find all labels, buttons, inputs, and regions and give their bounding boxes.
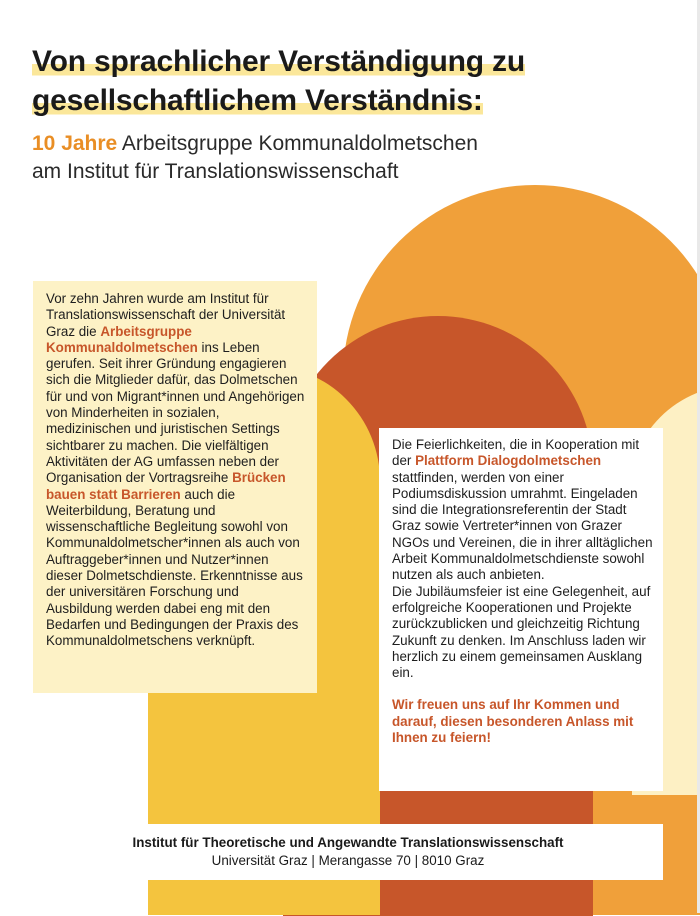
title-line-1: Von sprachlicher Verständigung zu: [32, 45, 525, 78]
event-text-rest: stattfinden, werden von einer Podiumsdiskussion umrahmt. Eingeladen sind die Integrationsreferentin der Stadt Graz sowie Vertreter*innen von Grazer NGOs und Vereinen, die in ihrer alltäglichen Arbeit Kommunaldolmetschdienste sowohl nutzen als auch anbieten.: [392, 469, 653, 583]
intro-text-middle: ins Leben gerufen. Seit ihrer Gründung engagieren sich die Mitglieder dafür, das Dolmetschen für und von Migrant*innen und Angehörigen von Minderheiten in sozialen, medizinischen und juristischen Settings sichtbarer zu machen. Die vielfältigen Aktivitäten der AG umfassen neben der Organisation der Vortragsreihe: [46, 339, 305, 486]
intro-text-box: [33, 281, 317, 693]
subtitle-anniversary: 10 Jahre: [32, 132, 118, 155]
subtitle-line-2: am Institut für Translationswissenschaft: [32, 160, 399, 183]
page-title: [32, 42, 525, 120]
event-text-box: [379, 428, 663, 791]
closing-invitation: Wir freuen uns auf Ihr Kommen und darauf, diesen besonderen Anlass mit Ihnen zu feiern!: [392, 697, 634, 746]
footer: [33, 824, 663, 880]
partner-platform-name: Plattform Dialogdolmetschen: [415, 453, 602, 469]
event-paragraph-2: Die Jubiläumsfeier ist eine Gelegenheit, auf erfolgreiche Kooperationen und Projekte zurückzublicken und gleichzeitig Richtung Zukunft zu denken. Im Anschluss laden wir herzlich zu einem gemeinsamen Ausklang ein.: [392, 583, 651, 681]
lecture-series-name: Brücken bauen statt Barrieren: [46, 470, 286, 502]
working-group-name: Arbeitsgruppe Kommunaldolmetschen: [46, 323, 198, 355]
subtitle: [32, 130, 478, 186]
title-line-2: gesellschaftlichem Verständnis:: [32, 84, 483, 117]
intro-paragraph: [46, 291, 307, 650]
institute-address: Universität Graz | Merangasse 70 | 8010 Graz: [211, 853, 485, 868]
event-text-start: Die Feierlichkeiten, die in Kooperation mit der: [392, 437, 640, 469]
intro-text-end: auch die Weiterbildung, Beratung und wissenschaftliche Begleitung sowohl von Kommunaldolmetscher*innen als auch von Auftraggeber*innen und Nutzer*innen dieser Dolmetschdienste. Erkenntnisse aus der universitären Forschung und Ausbildung werden dabei eng mit den Bedarfen und Bedingungen der Praxis des Kommunaldolmetschens verknüpft.: [46, 486, 303, 649]
subtitle-line-1: Arbeitsgruppe Kommunaldolmetschen: [117, 132, 478, 155]
intro-text-start: Vor zehn Jahren wurde am Institut für Translationswissenschaft der Universität Graz die: [46, 291, 286, 339]
institute-name: Institut für Theoretische und Angewandte Translationswissenschaft: [132, 835, 564, 850]
event-paragraph-1: [392, 437, 653, 584]
